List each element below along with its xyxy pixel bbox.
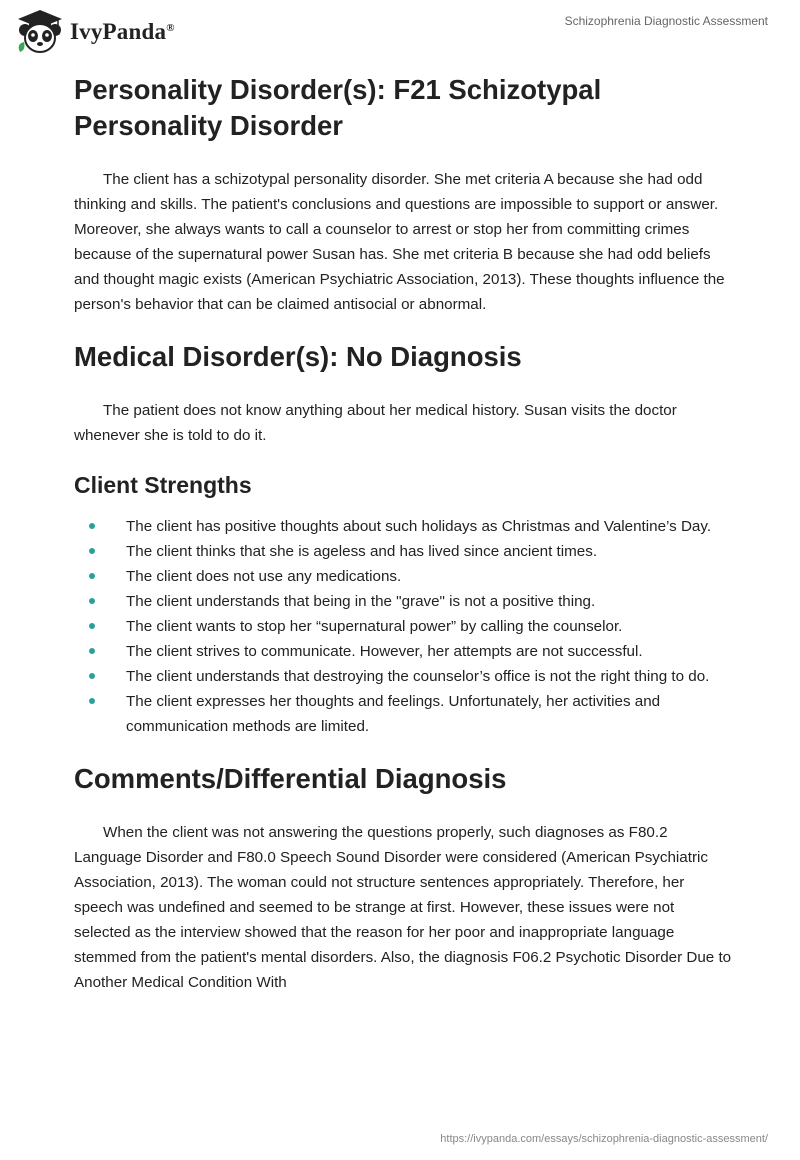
panda-icon — [14, 8, 66, 56]
bullet-icon — [89, 698, 95, 704]
list-item: The client does not use any medications. — [74, 564, 734, 589]
strengths-list — [74, 514, 734, 739]
paragraph-personality: The client has a schizotypal personality disorder. She met criteria A because she had odd thinking and skills. The patient's conclusions and questions are impossible to support or answer. Moreover, she always wants to call a counselor to arrest or stop her from committing crimes because of the supernatural power Susan has. She met criteria B because she had odd beliefs and thought magic exists (American Psychiatric Association, 2013). These thoughts influence the person's behavior that can be claimed antisocial or abnormal. — [74, 171, 725, 313]
page-header — [0, 0, 800, 66]
paragraph-comments: When the client was not answering the questions properly, such diagnoses as F80.2 Language Disorder and F80.0 Speech Sound Disorder were considered (American Psychiatric Association, 2013). The woman could not structure sentences appropriately. Therefore, her speech was undefined and seemed to be strange at first. However, these issues were not selected as the interview showed that the reason for her poor and inappropriate language stemmed from the patient's mental disorders. Also, the diagnosis F06.2 Psychotic Disorder Due to Another Medical Condition With — [74, 824, 732, 991]
section-heading-personality: Personality Disorder(s): F21 Schizotypal Personality Disorder — [74, 74, 602, 141]
paragraph-medical: The patient does not know anything about her medical history. Susan visits the doctor whenever she is told to do it. — [74, 402, 677, 444]
list-item: The client thinks that she is ageless and has lived since ancient times. — [74, 539, 734, 564]
registered-mark: ® — [166, 22, 175, 34]
document-title: Schizophrenia Diagnostic Assessment — [564, 14, 768, 28]
bullet-icon — [89, 523, 95, 529]
bullet-icon — [89, 673, 95, 679]
source-url[interactable]: https://ivypanda.com/essays/schizophrenia-diagnostic-assessment/ — [440, 1133, 768, 1145]
list-item: The client strives to communicate. However, her attempts are not successful. — [74, 639, 734, 664]
section-heading-medical: Medical Disorder(s): No Diagnosis — [74, 341, 522, 372]
brand-name: IvyPanda® — [70, 19, 175, 44]
list-item: The client expresses her thoughts and feelings. Unfortunately, her activities and communication methods are limited. — [74, 689, 734, 739]
section-heading-comments: Comments/Differential Diagnosis — [74, 763, 507, 794]
list-item: The client has positive thoughts about such holidays as Christmas and Valentine’s Day. — [74, 514, 734, 539]
bullet-icon — [89, 548, 95, 554]
ivypanda-logo[interactable] — [14, 8, 175, 56]
list-item: The client wants to stop her “supernatural power” by calling the counselor. — [74, 614, 734, 639]
bullet-icon — [89, 573, 95, 579]
list-item: The client understands that being in the "grave" is not a positive thing. — [74, 589, 734, 614]
bullet-icon — [89, 598, 95, 604]
bullet-icon — [89, 623, 95, 629]
bullet-icon — [89, 648, 95, 654]
list-item: The client understands that destroying the counselor’s office is not the right thing to do. — [74, 664, 734, 689]
section-heading-strengths: Client Strengths — [74, 472, 252, 498]
article-content — [74, 70, 734, 995]
